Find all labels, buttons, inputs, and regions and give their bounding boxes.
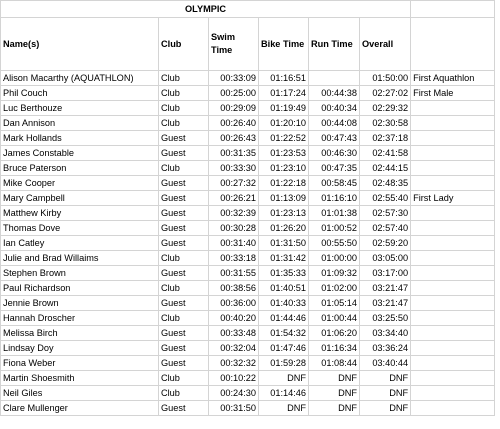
cell-club[interactable]: Guest [159, 146, 209, 161]
table-row [1, 266, 495, 281]
cell-bike[interactable]: 01:17:24 [259, 86, 309, 101]
cell-run[interactable]: 00:44:08 [309, 116, 360, 131]
cell-name[interactable]: Clare Mullenger [1, 401, 159, 416]
cell-club[interactable]: Guest [159, 326, 209, 341]
cell-swim[interactable]: 00:10:22 [209, 371, 259, 386]
cell-note[interactable] [411, 131, 495, 146]
cell-name[interactable]: Stephen Brown [1, 266, 159, 281]
cell-note[interactable] [411, 251, 495, 266]
cell-overall[interactable]: 02:44:15 [360, 161, 411, 176]
cell-overall[interactable]: 03:25:50 [360, 311, 411, 326]
cell-club[interactable]: Guest [159, 176, 209, 191]
cell-name[interactable]: Julie and Brad Willaims [1, 251, 159, 266]
cell-overall[interactable]: 03:17:00 [360, 266, 411, 281]
cell-bike[interactable]: 01:54:32 [259, 326, 309, 341]
cell-run[interactable]: 01:05:14 [309, 296, 360, 311]
cell-note[interactable] [411, 326, 495, 341]
cell-note[interactable]: First Lady [411, 191, 495, 206]
cell-club[interactable]: Guest [159, 206, 209, 221]
cell-bike[interactable]: 01:23:53 [259, 146, 309, 161]
table-row [1, 236, 495, 251]
cell-bike[interactable]: 01:20:10 [259, 116, 309, 131]
cell-bike[interactable]: 01:31:42 [259, 251, 309, 266]
cell-name[interactable]: Fiona Weber [1, 356, 159, 371]
cell-run[interactable]: 01:08:44 [309, 356, 360, 371]
cell-name[interactable]: Hannah Droscher [1, 311, 159, 326]
cell-club[interactable]: Club [159, 71, 209, 86]
cell-run[interactable]: 01:02:00 [309, 281, 360, 296]
cell-swim[interactable]: 00:32:04 [209, 341, 259, 356]
cell-note[interactable] [411, 281, 495, 296]
cell-bike[interactable]: 01:13:09 [259, 191, 309, 206]
cell-club[interactable]: Club [159, 101, 209, 116]
cell-note[interactable]: First Male [411, 86, 495, 101]
cell-run[interactable]: DNF [309, 401, 360, 416]
cell-note[interactable] [411, 341, 495, 356]
header-cell-name[interactable]: Name(s) [1, 18, 159, 71]
table-row [1, 356, 495, 371]
cell-note[interactable] [411, 356, 495, 371]
cell-overall[interactable]: 01:50:00 [360, 71, 411, 86]
cell-club[interactable]: Club [159, 86, 209, 101]
cell-swim[interactable]: 00:33:18 [209, 251, 259, 266]
table-row [1, 371, 495, 386]
cell-note[interactable] [411, 221, 495, 236]
cell-run[interactable]: 01:00:00 [309, 251, 360, 266]
cell-overall[interactable]: 02:27:02 [360, 86, 411, 101]
cell-name[interactable]: Mary Campbell [1, 191, 159, 206]
cell-club[interactable]: Club [159, 311, 209, 326]
cell-note[interactable]: First Aquathlon [411, 71, 495, 86]
cell-club[interactable]: Club [159, 281, 209, 296]
cell-swim[interactable]: 00:24:30 [209, 386, 259, 401]
cell-run[interactable]: 01:00:44 [309, 311, 360, 326]
table-row [1, 326, 495, 341]
table-row [1, 191, 495, 206]
header-cell-run-time[interactable]: Run Time [309, 18, 360, 71]
cell-swim[interactable]: 00:38:56 [209, 281, 259, 296]
header-row [1, 18, 495, 71]
cell-bike[interactable]: DNF [259, 401, 309, 416]
cell-name[interactable]: Paul Richardson [1, 281, 159, 296]
cell-bike[interactable]: 01:26:20 [259, 221, 309, 236]
cell-note[interactable] [411, 101, 495, 116]
cell-club[interactable]: Guest [159, 221, 209, 236]
cell-overall[interactable]: 02:57:30 [360, 206, 411, 221]
cell-club[interactable]: Guest [159, 191, 209, 206]
cell-run[interactable]: DNF [309, 371, 360, 386]
cell-bike[interactable]: 01:31:50 [259, 236, 309, 251]
cell-bike[interactable]: 01:40:33 [259, 296, 309, 311]
cell-name[interactable]: Alison Macarthy (AQUATHLON) [1, 71, 159, 86]
table-row [1, 251, 495, 266]
table-row [1, 401, 495, 416]
cell-name[interactable]: Luc Berthouze [1, 101, 159, 116]
cell-bike[interactable]: 01:40:51 [259, 281, 309, 296]
cell-swim[interactable]: 00:29:09 [209, 101, 259, 116]
cell-bike[interactable]: 01:23:13 [259, 206, 309, 221]
cell-run[interactable]: 00:44:38 [309, 86, 360, 101]
cell-swim[interactable]: 00:31:50 [209, 401, 259, 416]
cell-club[interactable]: Club [159, 371, 209, 386]
cell-note[interactable] [411, 206, 495, 221]
table-row [1, 146, 495, 161]
cell-swim[interactable]: 00:32:32 [209, 356, 259, 371]
cell-run[interactable]: DNF [309, 386, 360, 401]
cell-bike[interactable]: DNF [259, 371, 309, 386]
cell-name[interactable]: James Constable [1, 146, 159, 161]
cell-note[interactable] [411, 386, 495, 401]
cell-swim[interactable]: 00:33:09 [209, 71, 259, 86]
header-cell-club[interactable]: Club [159, 18, 209, 71]
table-row [1, 221, 495, 236]
title-empty-cell[interactable] [411, 1, 495, 18]
cell-overall[interactable]: 03:21:47 [360, 296, 411, 311]
cell-run[interactable]: 00:40:34 [309, 101, 360, 116]
cell-run[interactable]: 01:16:10 [309, 191, 360, 206]
sheet-title[interactable]: OLYMPIC [1, 1, 411, 18]
cell-overall[interactable]: DNF [360, 371, 411, 386]
cell-note[interactable] [411, 236, 495, 251]
header-cell-overall[interactable]: Overall [360, 18, 411, 71]
cell-swim[interactable]: 00:31:35 [209, 146, 259, 161]
cell-bike[interactable]: 01:22:18 [259, 176, 309, 191]
cell-club[interactable]: Club [159, 386, 209, 401]
cell-run[interactable]: 00:58:45 [309, 176, 360, 191]
cell-overall[interactable]: 02:41:58 [360, 146, 411, 161]
cell-note[interactable] [411, 266, 495, 281]
cell-club[interactable]: Club [159, 116, 209, 131]
table-row [1, 206, 495, 221]
cell-club[interactable]: Guest [159, 131, 209, 146]
cell-note[interactable] [411, 161, 495, 176]
table-row [1, 131, 495, 146]
cell-name[interactable]: Matthew Kirby [1, 206, 159, 221]
cell-overall[interactable]: 03:36:24 [360, 341, 411, 356]
cell-name[interactable]: Ian Catley [1, 236, 159, 251]
table-row [1, 101, 495, 116]
cell-name[interactable]: Lindsay Doy [1, 341, 159, 356]
cell-bike[interactable]: 01:19:49 [259, 101, 309, 116]
cell-club[interactable]: Guest [159, 266, 209, 281]
cell-swim[interactable]: 00:25:00 [209, 86, 259, 101]
cell-bike[interactable]: 01:22:52 [259, 131, 309, 146]
cell-swim[interactable]: 00:26:21 [209, 191, 259, 206]
cell-swim[interactable]: 00:36:00 [209, 296, 259, 311]
cell-overall[interactable]: DNF [360, 401, 411, 416]
table-row [1, 311, 495, 326]
cell-bike[interactable]: 01:16:51 [259, 71, 309, 86]
cell-club[interactable]: Club [159, 161, 209, 176]
cell-club[interactable]: Guest [159, 401, 209, 416]
cell-swim[interactable]: 00:26:43 [209, 131, 259, 146]
cell-swim[interactable]: 00:32:39 [209, 206, 259, 221]
cell-swim[interactable]: 00:31:40 [209, 236, 259, 251]
cell-name[interactable]: Bruce Paterson [1, 161, 159, 176]
cell-run[interactable]: 01:09:32 [309, 266, 360, 281]
header-cell-notes[interactable] [411, 18, 495, 71]
cell-note[interactable] [411, 116, 495, 131]
cell-overall[interactable]: 02:55:40 [360, 191, 411, 206]
cell-swim[interactable]: 00:31:55 [209, 266, 259, 281]
cell-note[interactable] [411, 176, 495, 191]
cell-note[interactable] [411, 311, 495, 326]
cell-bike[interactable]: 01:59:28 [259, 356, 309, 371]
cell-overall[interactable]: 02:29:32 [360, 101, 411, 116]
cell-swim[interactable]: 00:30:28 [209, 221, 259, 236]
cell-overall[interactable]: DNF [360, 386, 411, 401]
cell-name[interactable]: Thomas Dove [1, 221, 159, 236]
cell-club[interactable]: Guest [159, 236, 209, 251]
cell-swim[interactable]: 00:40:20 [209, 311, 259, 326]
cell-run[interactable]: 00:47:35 [309, 161, 360, 176]
cell-run[interactable]: 01:16:34 [309, 341, 360, 356]
cell-club[interactable]: Guest [159, 341, 209, 356]
table-row [1, 296, 495, 311]
cell-name[interactable]: Martin Shoesmith [1, 371, 159, 386]
cell-name[interactable]: Mark Hollands [1, 131, 159, 146]
cell-swim[interactable]: 00:27:32 [209, 176, 259, 191]
cell-overall[interactable]: 02:48:35 [360, 176, 411, 191]
cell-note[interactable] [411, 401, 495, 416]
cell-name[interactable]: Neil Giles [1, 386, 159, 401]
cell-note[interactable] [411, 371, 495, 386]
cell-run[interactable]: 00:47:43 [309, 131, 360, 146]
table-row [1, 386, 495, 401]
table-row [1, 341, 495, 356]
cell-overall[interactable]: 02:30:58 [360, 116, 411, 131]
cell-run[interactable]: 01:00:52 [309, 221, 360, 236]
cell-name[interactable]: Phil Couch [1, 86, 159, 101]
cell-overall[interactable]: 03:34:40 [360, 326, 411, 341]
cell-name[interactable]: Melissa Birch [1, 326, 159, 341]
cell-swim[interactable]: 00:33:48 [209, 326, 259, 341]
cell-overall[interactable]: 03:05:00 [360, 251, 411, 266]
cell-overall[interactable]: 02:57:40 [360, 221, 411, 236]
header-cell-bike-time[interactable]: Bike Time [259, 18, 309, 71]
cell-overall[interactable]: 03:40:44 [360, 356, 411, 371]
cell-bike[interactable]: 01:47:46 [259, 341, 309, 356]
cell-bike[interactable]: 01:14:46 [259, 386, 309, 401]
cell-run[interactable]: 00:55:50 [309, 236, 360, 251]
cell-overall[interactable]: 03:21:47 [360, 281, 411, 296]
table-row [1, 281, 495, 296]
cell-name[interactable]: Dan Annison [1, 116, 159, 131]
cell-overall[interactable]: 02:37:18 [360, 131, 411, 146]
cell-run[interactable]: 01:01:38 [309, 206, 360, 221]
table-row [1, 176, 495, 191]
cell-club[interactable]: Guest [159, 296, 209, 311]
cell-run[interactable]: 00:46:30 [309, 146, 360, 161]
cell-overall[interactable]: 02:59:20 [360, 236, 411, 251]
cell-run[interactable] [309, 71, 360, 86]
cell-run[interactable]: 01:06:20 [309, 326, 360, 341]
table-row [1, 161, 495, 176]
header-cell-swim-time[interactable]: Swim Time [209, 18, 259, 71]
table-row [1, 71, 495, 86]
title-row [1, 1, 495, 18]
cell-club[interactable]: Club [159, 251, 209, 266]
cell-swim[interactable]: 00:33:30 [209, 161, 259, 176]
cell-bike[interactable]: 01:44:46 [259, 311, 309, 326]
cell-bike[interactable]: 01:23:10 [259, 161, 309, 176]
cell-note[interactable] [411, 296, 495, 311]
cell-note[interactable] [411, 146, 495, 161]
cell-swim[interactable]: 00:26:40 [209, 116, 259, 131]
cell-name[interactable]: Mike Cooper [1, 176, 159, 191]
cell-club[interactable]: Guest [159, 356, 209, 371]
table-row [1, 116, 495, 131]
table-row [1, 86, 495, 101]
cell-bike[interactable]: 01:35:33 [259, 266, 309, 281]
cell-name[interactable]: Jennie Brown [1, 296, 159, 311]
